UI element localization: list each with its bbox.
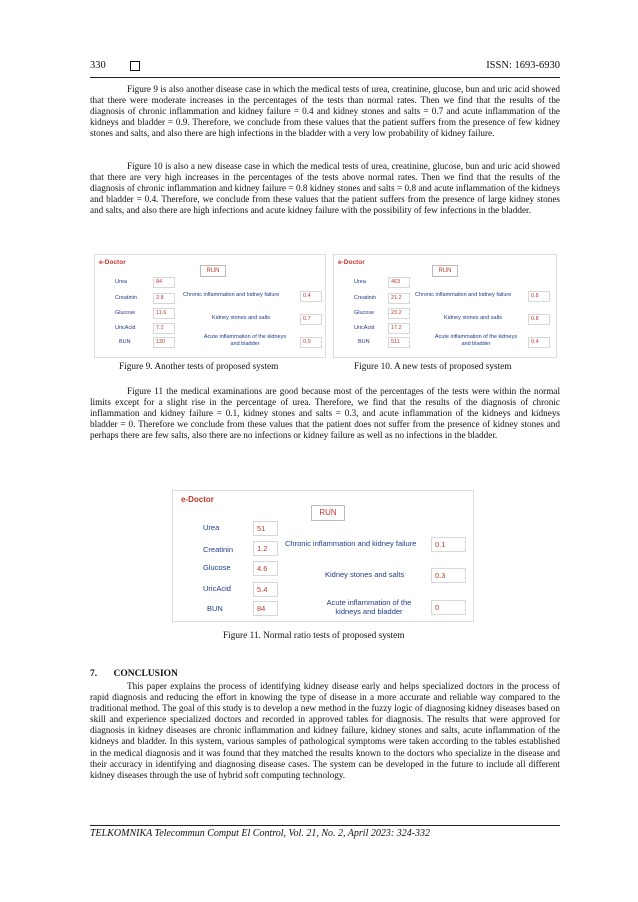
uricacid-label: UricAcid xyxy=(354,325,375,331)
footer-rule xyxy=(90,825,560,826)
section-title: CONCLUSION xyxy=(113,669,178,679)
brand-title: e-Doctor xyxy=(99,259,126,266)
urea-label: Urea xyxy=(203,523,220,532)
paragraph-fig10: Figure 10 is also a new disease case in which the medical tests of urea, creatinine, glucose, bun and uric acid showed that there are very high increases in the percentages of the tests above normal rates. Then we find that the results of the diagnosis of chronic inflammation and kidney failure = 0.8 kidney stones and salts = 0.8 and acute inflammation of the kidneys and bladder = 0.4. Therefore, we conclude from these values that the patient suffers from the presence of large kidney stones and salts, and also there are high infections and acute kidney failure with the possibility of few infections in the bladder. xyxy=(90,161,560,216)
figure-9-panel xyxy=(94,254,326,358)
page-number: 330 xyxy=(90,60,106,71)
kidney-stones-label: Kidney stones and salts xyxy=(212,315,271,321)
urea-label: Urea xyxy=(354,279,366,285)
chronic-inflammation-output: 0.1 xyxy=(431,537,466,552)
uricacid-field[interactable]: 7.2 xyxy=(153,323,175,334)
chronic-inflammation-label: Chronic inflammation and kidney failure xyxy=(415,292,512,298)
section-number: 7. xyxy=(90,669,98,679)
creatinin-label: Creatinin xyxy=(203,545,234,554)
bun-field[interactable]: 130 xyxy=(153,337,175,348)
bun-label: BUN xyxy=(119,339,131,345)
bun-field[interactable]: 84 xyxy=(253,601,278,616)
uricacid-field[interactable]: 5.4 xyxy=(253,582,278,597)
section-heading xyxy=(90,669,178,679)
creatinin-label: Creatinin xyxy=(354,295,377,301)
kidney-stones-output: 0.3 xyxy=(431,568,466,583)
uricacid-label: UricAcid xyxy=(203,584,231,593)
brand-title: e-Doctor xyxy=(338,259,365,266)
urea-field[interactable]: 51 xyxy=(253,521,278,536)
kidney-stones-output: 0.7 xyxy=(300,314,322,325)
paragraph-fig11: Figure 11 the medical examinations are good because most of the percentages of the tests were within the normal limits except for a slight rise in the percentage of urea. Therefore, we find that the results of the diagnosis of chronic inflammation and kidney failure = 0.1, kidney stones and salts = 0.3, and acute inflammation of the kidneys and kidneys bladder = 0. Therefore we conclude from these values that the patient does not suffer from the presence of kidney stones and perhaps there are few salts, also there are no infections or kidney failure as well as no infections in the bladder. xyxy=(90,386,560,441)
glucose-field[interactable]: 23.2 xyxy=(388,308,410,319)
creatinin-field[interactable]: 1.2 xyxy=(253,541,278,556)
glucose-field[interactable]: 11.6 xyxy=(153,308,175,319)
acute-inflammation-label: Acute inflammation of the kidneys and bladder xyxy=(434,334,518,347)
kidney-stones-output: 0.8 xyxy=(528,314,550,325)
acute-inflammation-output: 0 xyxy=(431,600,466,615)
chronic-inflammation-output: 0.4 xyxy=(300,291,322,302)
figure-10-panel xyxy=(333,254,557,358)
conclusion-paragraph: This paper explains the process of identifying kidney disease early and helps specialized doctors in the process of rapid diagnosis and reducing the effort in knowing the type of disease in a more accurate and reliable way compared to the traditional method. The goal of this study is to develop a new method in the fuzzy logic of diagnosing kidney diseases based on skill and experience specialized doctors and recorded in approved tables for diagnosis. The results that were approved for diagnosis in kidney diseases are chronic inflammation and kidney failure, kidney stones and salts, acute inflammation of the kidneys and bladder. In this system, various samples of pathological symptoms were taken according to the tables established in the medical diagnosis and it was found that they matched the results known to the doctors who specialize in the disease and their accuracy in identifying and diagnosing disease cases. The system can be developed in the future to include all different kidney diseases through the use of hybrid soft computing technology. xyxy=(90,681,560,780)
bun-label: BUN xyxy=(358,339,370,345)
acute-inflammation-label: Acute inflammation of the kidneys and bladder xyxy=(203,334,287,347)
acute-inflammation-label: Acute inflammation of the kidneys and bladder xyxy=(326,598,412,616)
urea-field[interactable]: 463 xyxy=(388,277,410,288)
run-button[interactable]: RUN xyxy=(311,505,345,521)
creatinin-field[interactable]: 2.8 xyxy=(153,293,175,304)
kidney-stones-label: Kidney stones and salts xyxy=(325,570,405,579)
bun-field[interactable]: 511 xyxy=(388,337,410,348)
glucose-label: Glucose xyxy=(354,310,375,316)
chronic-inflammation-label: Chronic inflammation and kidney failure xyxy=(285,539,417,548)
figure-9-caption: Figure 9. Another tests of proposed system xyxy=(119,362,279,372)
page-header xyxy=(90,60,560,74)
figure-11-caption: Figure 11. Normal ratio tests of proposed system xyxy=(223,631,405,641)
header-rule xyxy=(90,77,560,78)
run-button[interactable]: RUN xyxy=(432,265,458,277)
chronic-inflammation-label: Chronic inflammation and kidney failure xyxy=(183,292,280,298)
bun-label: BUN xyxy=(207,604,223,613)
acute-inflammation-output: 0.9 xyxy=(300,337,322,348)
glucose-label: Glucose xyxy=(203,563,231,572)
brand-title: e-Doctor xyxy=(181,495,214,504)
urea-field[interactable]: 84 xyxy=(153,277,175,288)
glucose-field[interactable]: 4.6 xyxy=(253,561,278,576)
figure-10-caption: Figure 10. A new tests of proposed system xyxy=(354,362,512,372)
kidney-stones-label: Kidney stones and salts xyxy=(444,315,503,321)
page-footer: TELKOMNIKA Telecommun Comput El Control, Vol. 21, No. 2, April 2023: 324-332 xyxy=(90,828,431,839)
acute-inflammation-output: 0.4 xyxy=(528,337,550,348)
paragraph-fig9: Figure 9 is also another disease case in which the medical tests of urea, creatinine, glucose, bun and uric acid showed that there were moderate increases in the percentages of the tests than normal rates. Then we find that the results of the diagnosis of chronic inflammation and kidney failure = 0.4 and kidney stones and salts = 0.7 and acute inflammation of the kidneys and bladder = 0.9. Therefore, we conclude from these values that the patient suffers from the presence of few kidney stones and salts, and also there are high infections in the bladder with a very low probability of kidney failure. xyxy=(90,84,560,139)
uricacid-field[interactable]: 17.2 xyxy=(388,323,410,334)
creatinin-label: Creatinin xyxy=(115,295,138,301)
square-icon xyxy=(130,61,140,71)
uricacid-label: UricAcid xyxy=(115,325,136,331)
figure-11-panel xyxy=(172,490,474,622)
creatinin-field[interactable]: 21.2 xyxy=(388,293,410,304)
glucose-label: Glucose xyxy=(115,310,136,316)
issn: ISSN: 1693-6930 xyxy=(486,60,560,71)
run-button[interactable]: RUN xyxy=(200,265,226,277)
chronic-inflammation-output: 0.8 xyxy=(528,291,550,302)
urea-label: Urea xyxy=(115,279,127,285)
